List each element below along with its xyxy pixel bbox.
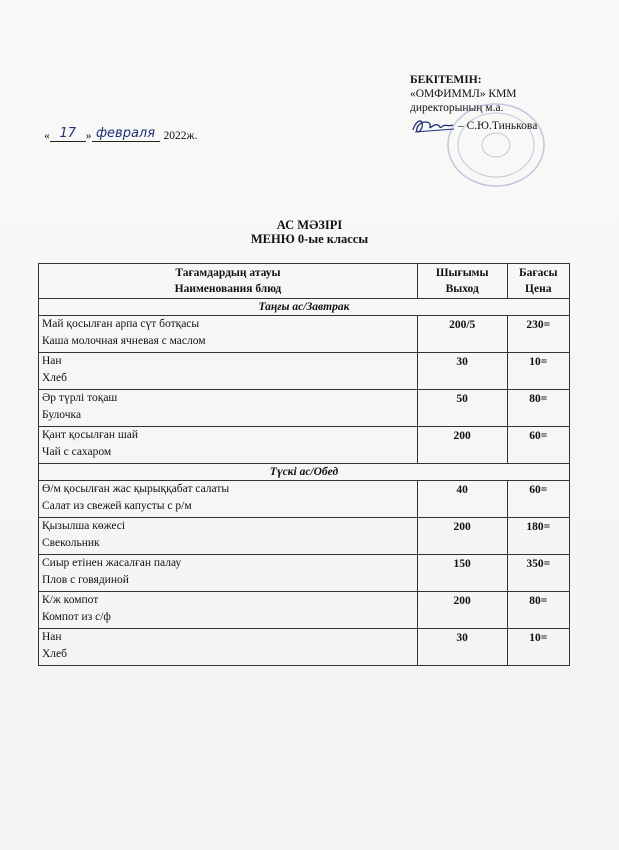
- dish-price: 350=: [507, 555, 569, 592]
- section-title: Таңғы ас/Завтрак: [39, 299, 570, 316]
- dish-name-ru: Каша молочная ячневая с маслом: [42, 335, 206, 347]
- header-yield-kz: Шығымы: [435, 267, 489, 279]
- dish-name-cell: [39, 427, 418, 464]
- dish-name-kz: Ө/м қосылған жас қырыққабат салаты: [42, 483, 230, 495]
- dish-name-ru: Салат из свежей капусты с р/м: [42, 500, 192, 512]
- dish-name-ru: Плов с говядиной: [42, 574, 129, 586]
- dish-name-kz: Май қосылған арпа сүт ботқасы: [42, 318, 200, 330]
- header-price-kz: Бағасы: [519, 267, 558, 279]
- dish-name-ru: Хлеб: [42, 648, 67, 660]
- dish-price: 60=: [507, 481, 569, 518]
- stamp-icon: [444, 100, 548, 190]
- header-yield: [417, 264, 507, 299]
- section-title: Түскі ас/Обед: [39, 464, 570, 481]
- menu-table: [38, 263, 570, 666]
- section-row: [39, 299, 570, 316]
- approval-org: «ОМФИММЛ» КММ: [410, 88, 517, 100]
- approval-signer: – С.Ю.Тинькова: [458, 120, 538, 132]
- dish-name-kz: Нан: [42, 631, 62, 643]
- dish-price: 80=: [507, 592, 569, 629]
- table-row: [39, 316, 570, 353]
- dish-yield: 200: [417, 427, 507, 464]
- dish-yield: 200: [417, 518, 507, 555]
- dish-name-cell: [39, 481, 418, 518]
- menu-title-kz: АС МӘЗІРІ: [276, 218, 343, 232]
- approval-title: БЕКІТЕМІН:: [410, 74, 482, 86]
- table-header-row: [39, 264, 570, 299]
- dish-name-cell: [39, 518, 418, 555]
- table-row: [39, 518, 570, 555]
- dish-name-kz: К/ж компот: [42, 594, 99, 606]
- dish-yield: 150: [417, 555, 507, 592]
- table-body: [39, 299, 570, 666]
- menu-heading: [0, 218, 619, 246]
- dish-yield: 200: [417, 592, 507, 629]
- dish-yield: 40: [417, 481, 507, 518]
- dish-price: 10=: [507, 353, 569, 390]
- table-row: [39, 481, 570, 518]
- table-row: [39, 353, 570, 390]
- dish-price: 180=: [507, 518, 569, 555]
- header-name: [39, 264, 418, 299]
- dish-name-kz: Нан: [42, 355, 62, 367]
- dish-name-cell: [39, 316, 418, 353]
- dish-name-kz: Сиыр етінен жасалған палау: [42, 557, 182, 569]
- dish-yield: 30: [417, 629, 507, 666]
- table-row: [39, 629, 570, 666]
- approval-position: директорының м.а.: [410, 102, 504, 114]
- menu-title-ru: МЕНЮ 0-ые классы: [250, 232, 369, 246]
- dish-price: 230=: [507, 316, 569, 353]
- dish-name-cell: [39, 353, 418, 390]
- date-month: февраля: [92, 126, 160, 142]
- date-close-quote: »: [85, 130, 92, 142]
- dish-name-ru: Чай с сахаром: [42, 446, 112, 458]
- dish-name-cell: [39, 555, 418, 592]
- dish-price: 60=: [507, 427, 569, 464]
- dish-price: 80=: [507, 390, 569, 427]
- dish-name-ru: Свекольник: [42, 537, 100, 549]
- header-yield-ru: Выход: [445, 283, 479, 295]
- dish-name-cell: [39, 629, 418, 666]
- table-row: [39, 390, 570, 427]
- table-row: [39, 592, 570, 629]
- document-date: [44, 126, 197, 142]
- dish-name-cell: [39, 390, 418, 427]
- dish-yield: 200/5: [417, 316, 507, 353]
- table-row: [39, 427, 570, 464]
- dish-name-kz: Қызылша көжесі: [42, 520, 126, 532]
- header-name-kz: Тағамдардың атауы: [175, 267, 281, 279]
- dish-name-ru: Булочка: [42, 409, 82, 421]
- header-name-ru: Наименования блюд: [174, 283, 282, 295]
- header-price-ru: Цена: [525, 283, 552, 295]
- table-row: [39, 555, 570, 592]
- dish-price: 10=: [507, 629, 569, 666]
- dish-yield: 30: [417, 353, 507, 390]
- dish-name-kz: Әр түрлі тоқаш: [42, 392, 118, 404]
- dish-name-ru: Хлеб: [42, 372, 67, 384]
- date-year: 2022ж.: [163, 130, 198, 142]
- dish-yield: 50: [417, 390, 507, 427]
- dish-name-cell: [39, 592, 418, 629]
- header-price: [507, 264, 569, 299]
- dish-name-kz: Қант қосылған шай: [42, 429, 138, 441]
- date-day: 17: [50, 126, 86, 142]
- section-row: [39, 464, 570, 481]
- date-open-quote: «: [44, 130, 50, 142]
- dish-name-ru: Компот из с/ф: [42, 611, 111, 623]
